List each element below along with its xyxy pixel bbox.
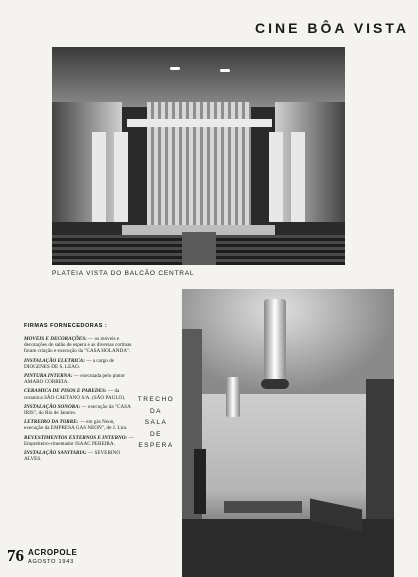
- auditorium-caption: PLATEIA VISTA DO BALCÃO CENTRAL: [52, 270, 195, 277]
- waiting-room-caption: TRECHO DA SALA DE ESPERA: [137, 396, 175, 449]
- supplier-entry: CERAMICA DE PISOS E PAREDES: — da ceramica SÃO CAETANO S/A. (SÃO PAULO).: [24, 388, 126, 401]
- supplier-entry: REVESTIMENTOS EXTERNOS E INTERNO: — Empreiteiro-cimentador ISAAC PEREIRA.: [24, 434, 134, 447]
- suppliers-list: [24, 336, 134, 465]
- supplier-entry: LETREIRO DA TORRE: — em gás Neon, execução da EMPRESA GAS NEON", de J. Lira.: [24, 419, 128, 432]
- suppliers-heading: FIRMAS FORNECEDORAS :: [24, 323, 108, 329]
- supplier-entry: INSTALAÇÃO SONORA: — execução da "CASA IRIS", do Rio de Janeiro.: [24, 403, 131, 417]
- supplier-entry: PINTURA INTERNA: — executada pelo pintor AMARO CORREIA.: [24, 373, 126, 386]
- magazine-name: ACROPOLE: [28, 548, 78, 557]
- waiting-room-photo: [182, 289, 394, 577]
- supplier-entry: MOVEIS E DECORAÇÕES: — os móveis e decorações do salão de espera e as diversas cortinas foram criação e execução da "CASA HOLANDA".: [24, 336, 132, 355]
- auditorium-photo: [52, 47, 345, 265]
- supplier-entry: INSTALAÇÃO SANITARIA: — SEVERINO ALVES.: [24, 450, 121, 463]
- supplier-entry: INSTALAÇÃO ELETRICA: — a cargo de DIOGENES DE S. LEAO.: [24, 357, 114, 370]
- issue-date: AGOSTO 1943: [28, 559, 74, 565]
- page-title: CINE BÔA VISTA: [255, 20, 410, 36]
- page-number: 76: [7, 546, 24, 565]
